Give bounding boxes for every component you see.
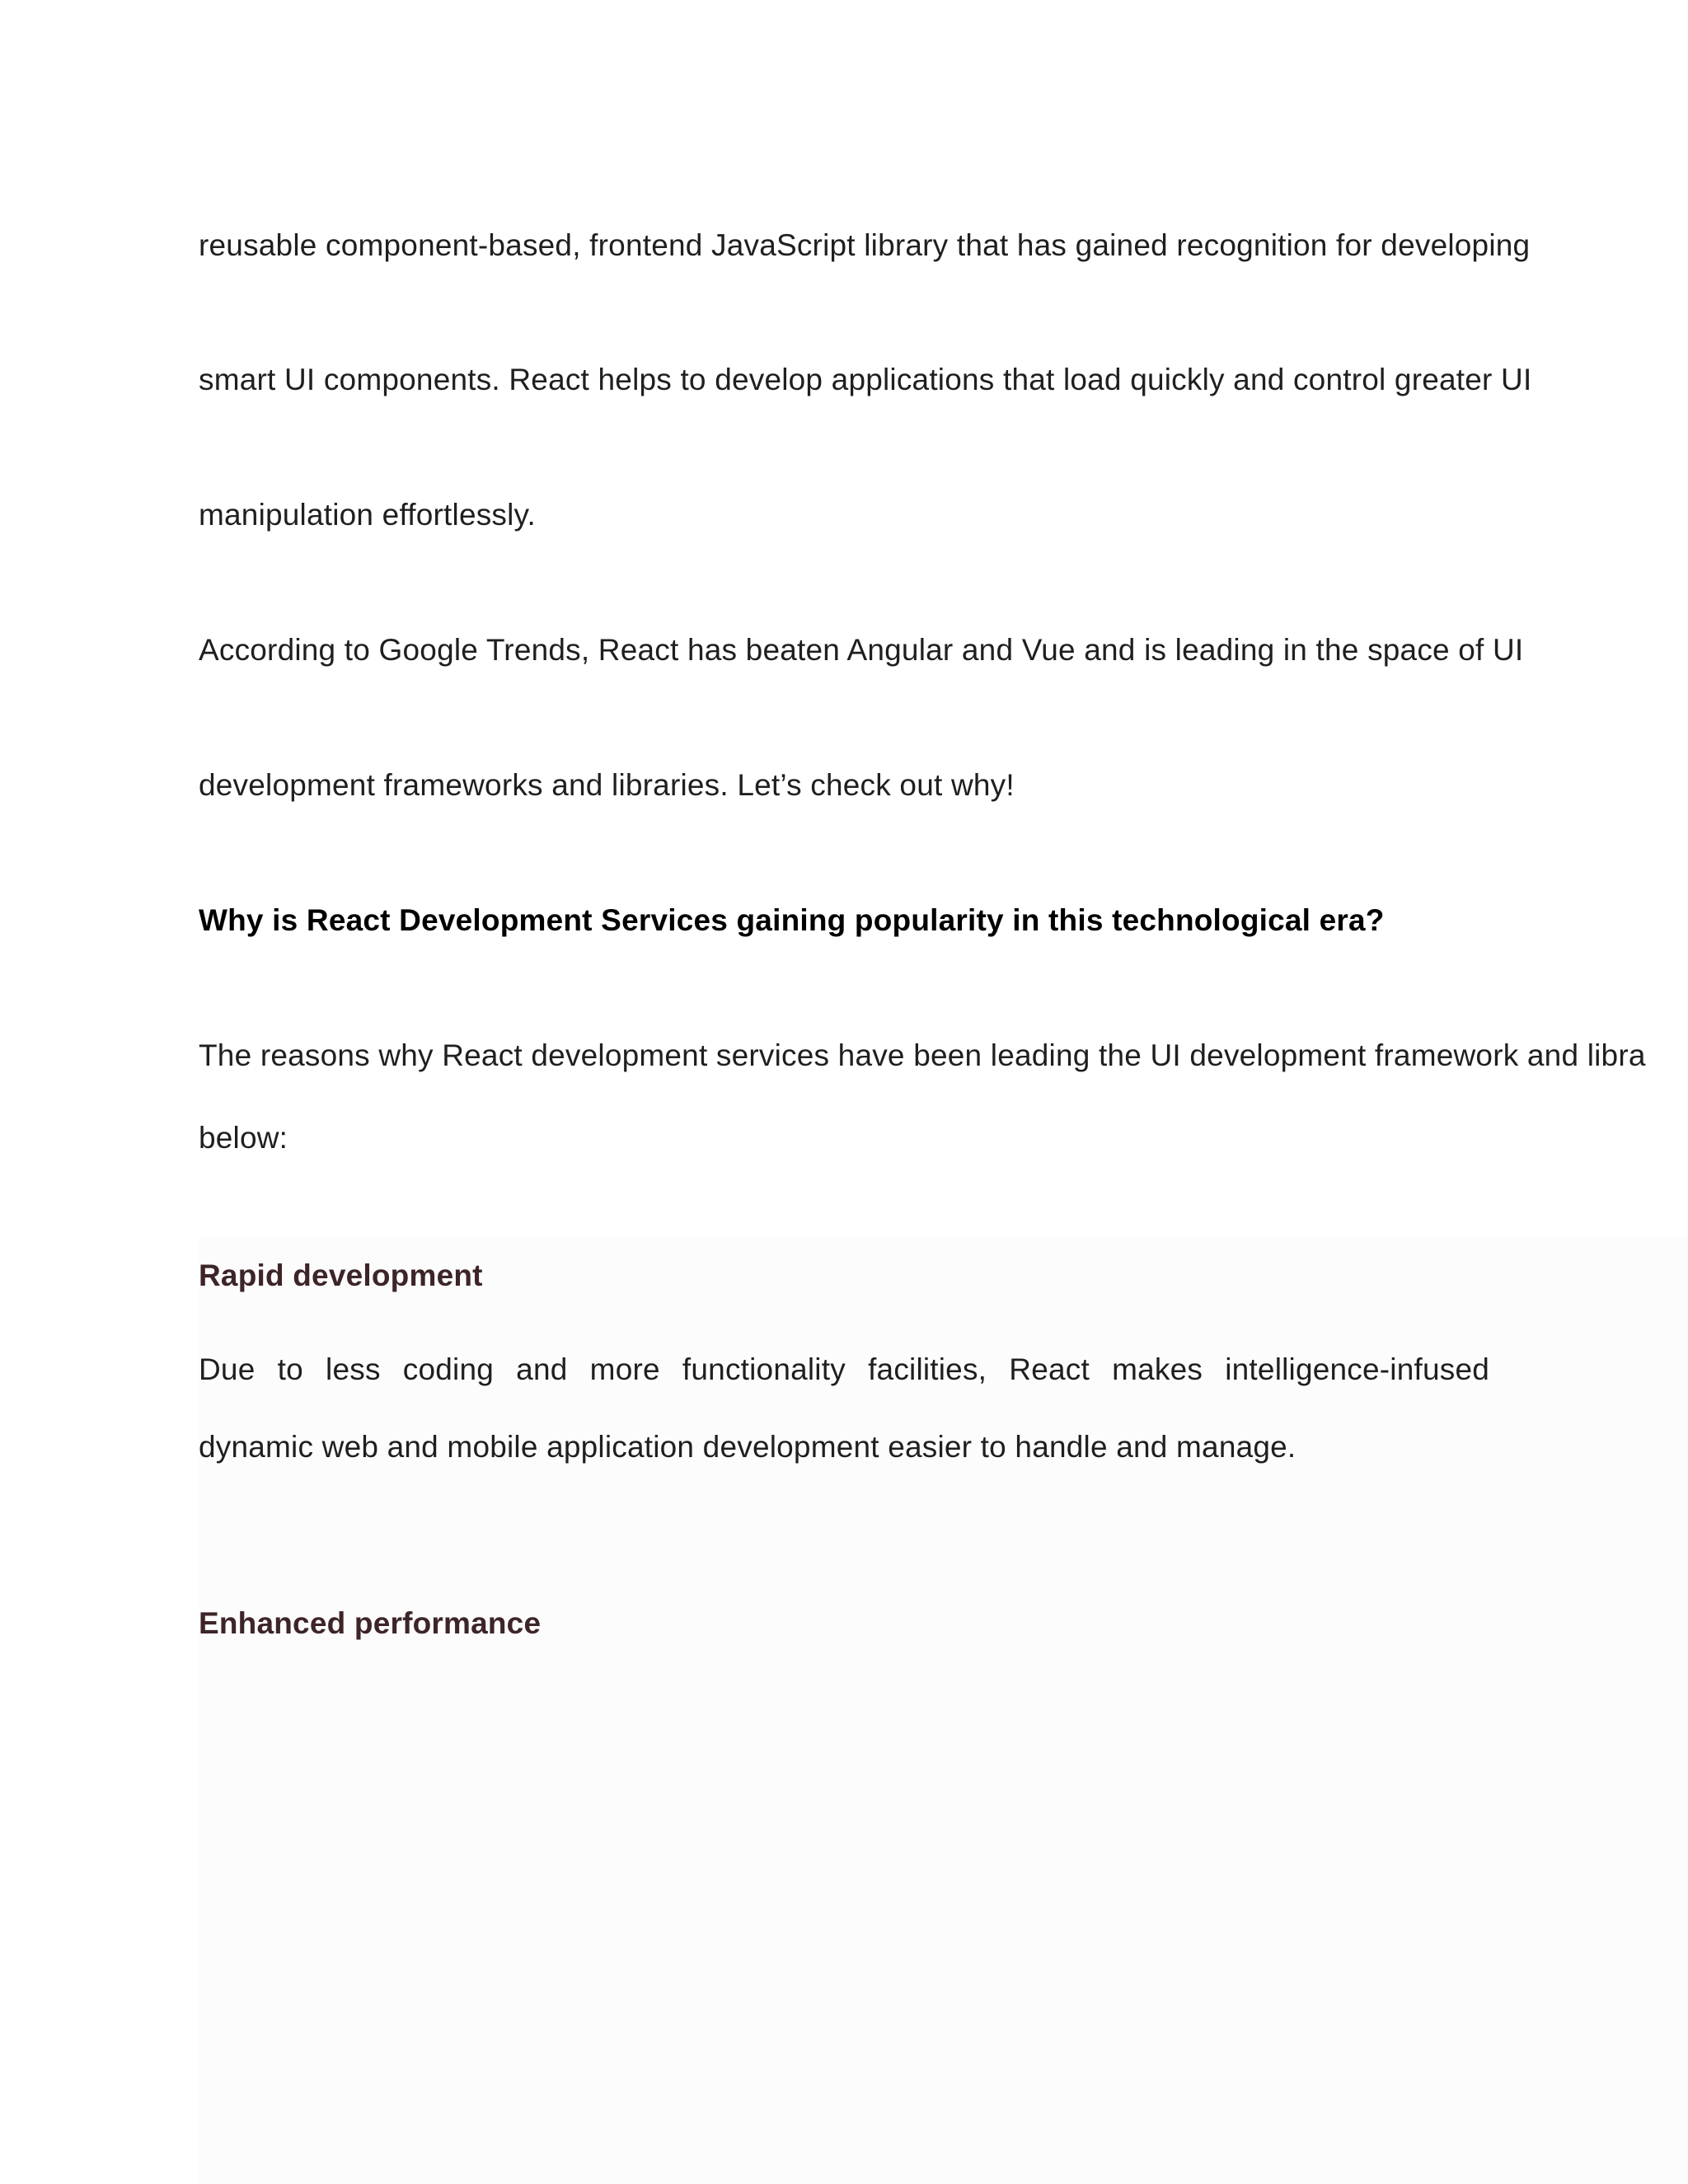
- reasons-line-1: The reasons why React development services have been leading the UI development framework and libra: [199, 1038, 1646, 1072]
- enhanced-performance-heading: Enhanced performance: [199, 1606, 542, 1640]
- intro-line-3: manipulation effortlessly.: [199, 498, 536, 532]
- intro-line-1: reusable component-based, frontend JavaScript library that has gained recognition for developing: [199, 228, 1531, 262]
- main-heading: Why is React Development Services gaining popularity in this technological era?: [199, 903, 1385, 937]
- trends-line-1: According to Google Trends, React has beaten Angular and Vue and is leading in the space of UI: [199, 633, 1524, 667]
- rapid-development-line-1: Due to less coding and more functionality facilities, React makes intelligence-infused: [199, 1352, 1489, 1386]
- rapid-development-heading: Rapid development: [199, 1258, 483, 1292]
- reasons-line-2: below:: [199, 1121, 288, 1155]
- intro-line-2: smart UI components. React helps to develop applications that load quickly and control greater UI: [199, 363, 1532, 396]
- trends-line-2: development frameworks and libraries. Let’s check out why!: [199, 768, 1015, 802]
- rapid-development-line-2: dynamic web and mobile application development easier to handle and manage.: [199, 1430, 1296, 1464]
